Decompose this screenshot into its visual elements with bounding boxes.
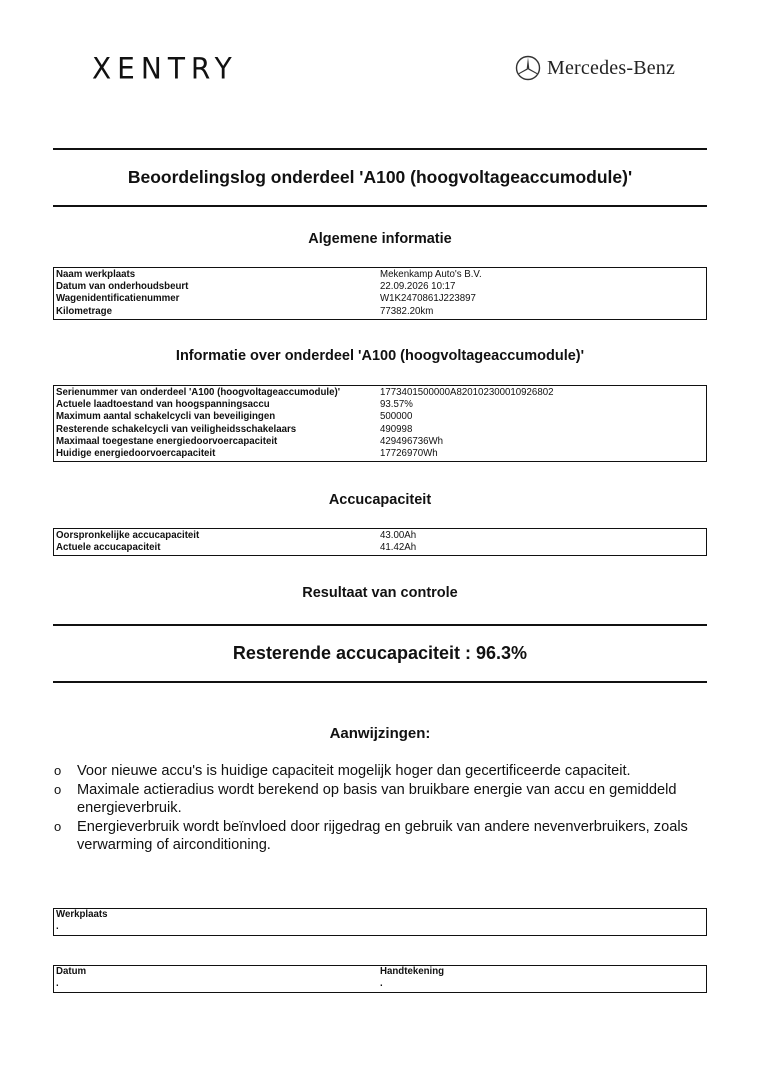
table-row bbox=[55, 530, 705, 542]
row-value: 41.42Ah bbox=[380, 542, 417, 554]
workshop-value: . bbox=[56, 921, 59, 932]
component-info-table bbox=[53, 385, 707, 462]
note-text: Voor nieuwe accu's is huidige capaciteit mogelijk hoger dan gecertificeerde capaciteit. bbox=[77, 763, 631, 779]
page-title: Beoordelingslog onderdeel 'A100 (hoogvoltageaccumodule)' bbox=[127, 167, 633, 187]
bullet: o bbox=[54, 781, 62, 797]
table-row bbox=[55, 306, 705, 318]
table-row bbox=[55, 424, 705, 436]
table-row bbox=[55, 387, 705, 399]
row-value: 490998 bbox=[380, 423, 413, 435]
bullet: o bbox=[54, 763, 62, 778]
row-value: 22.09.2026 10:17 bbox=[380, 281, 456, 293]
note-text: Energieverbruik wordt beïnvloed door rijgedrag en gebruik van andere nevenverbruikers, zoals verwarming of airconditioning. bbox=[77, 818, 688, 853]
divider bbox=[53, 681, 707, 683]
mercedes-benz-logo bbox=[515, 55, 675, 81]
table-row bbox=[55, 293, 705, 305]
row-value: 43.00Ah bbox=[380, 530, 417, 541]
general-info-table bbox=[53, 267, 707, 320]
row-value: 429496736Wh bbox=[380, 435, 444, 447]
date-label: Datum bbox=[56, 966, 87, 977]
signature-label: Handtekening bbox=[380, 966, 445, 977]
row-label: Datum van onderhoudsbeurt bbox=[56, 281, 189, 293]
row-value: 17726970Wh bbox=[380, 447, 438, 459]
table-row bbox=[55, 542, 705, 554]
row-label: Serienummer van onderdeel 'A100 (hoogvoltageaccumodule)' bbox=[56, 387, 341, 398]
list-item bbox=[53, 762, 707, 781]
workshop-label: Werkplaats bbox=[56, 909, 108, 920]
row-value: 77382.20km bbox=[380, 305, 434, 317]
signature-value: . bbox=[380, 978, 383, 989]
notes-list bbox=[53, 762, 707, 855]
row-label: Kilometrage bbox=[56, 305, 112, 317]
table-row bbox=[55, 281, 705, 293]
table-row bbox=[55, 269, 705, 281]
divider bbox=[53, 205, 707, 207]
remaining-capacity-result: Resterende accucapaciteit : 96.3% bbox=[232, 643, 528, 663]
table-row bbox=[55, 448, 705, 460]
row-label: Wagenidentificatienummer bbox=[56, 293, 180, 305]
notes-heading: Aanwijzingen: bbox=[329, 725, 431, 742]
table-row bbox=[55, 399, 705, 411]
row-label: Maximum aantal schakelcycli van beveiligingen bbox=[56, 411, 276, 423]
table-row bbox=[55, 436, 705, 448]
row-value: 93.57% bbox=[380, 399, 413, 411]
section-heading-general: Algemene informatie bbox=[308, 231, 452, 247]
row-label: Naam werkplaats bbox=[56, 269, 136, 280]
row-value: Mekenkamp Auto's B.V. bbox=[380, 269, 482, 280]
workshop-box bbox=[53, 908, 707, 936]
date-value: . bbox=[56, 978, 59, 989]
divider bbox=[53, 148, 707, 150]
mercedes-star-icon bbox=[515, 55, 541, 81]
row-label: Resterende schakelcycli van veiligheidsschakelaars bbox=[56, 423, 297, 435]
row-value: 500000 bbox=[380, 411, 413, 423]
row-label: Huidige energiedoorvoercapaciteit bbox=[56, 447, 216, 459]
divider bbox=[53, 624, 707, 626]
section-heading-capacity: Accucapaciteit bbox=[328, 492, 432, 508]
note-text: Maximale actieradius wordt berekend op basis van bruikbare energie van accu en gemiddeld energieverbruik. bbox=[77, 781, 677, 816]
xentry-logo: XENTRY bbox=[92, 51, 238, 86]
row-value: W1K2470861J223897 bbox=[380, 293, 476, 305]
section-heading-result: Resultaat van controle bbox=[302, 585, 458, 601]
row-value: 1773401500000A820102300010926802 bbox=[380, 387, 554, 398]
row-label: Actuele laadtoestand van hoogspanningsaccu bbox=[56, 399, 270, 411]
date-signature-box bbox=[53, 965, 707, 993]
section-heading-component: Informatie over onderdeel 'A100 (hoogvoltageaccumodule)' bbox=[175, 348, 585, 364]
table-row bbox=[55, 411, 705, 423]
bullet: o bbox=[54, 818, 62, 834]
list-item bbox=[53, 781, 707, 818]
row-label: Oorspronkelijke accucapaciteit bbox=[56, 530, 200, 541]
capacity-table bbox=[53, 528, 707, 556]
list-item bbox=[53, 818, 707, 855]
row-label: Actuele accucapaciteit bbox=[56, 542, 161, 554]
row-label: Maximaal toegestane energiedoorvoercapaciteit bbox=[56, 435, 278, 447]
brand-name: Mercedes-Benz bbox=[547, 56, 676, 79]
